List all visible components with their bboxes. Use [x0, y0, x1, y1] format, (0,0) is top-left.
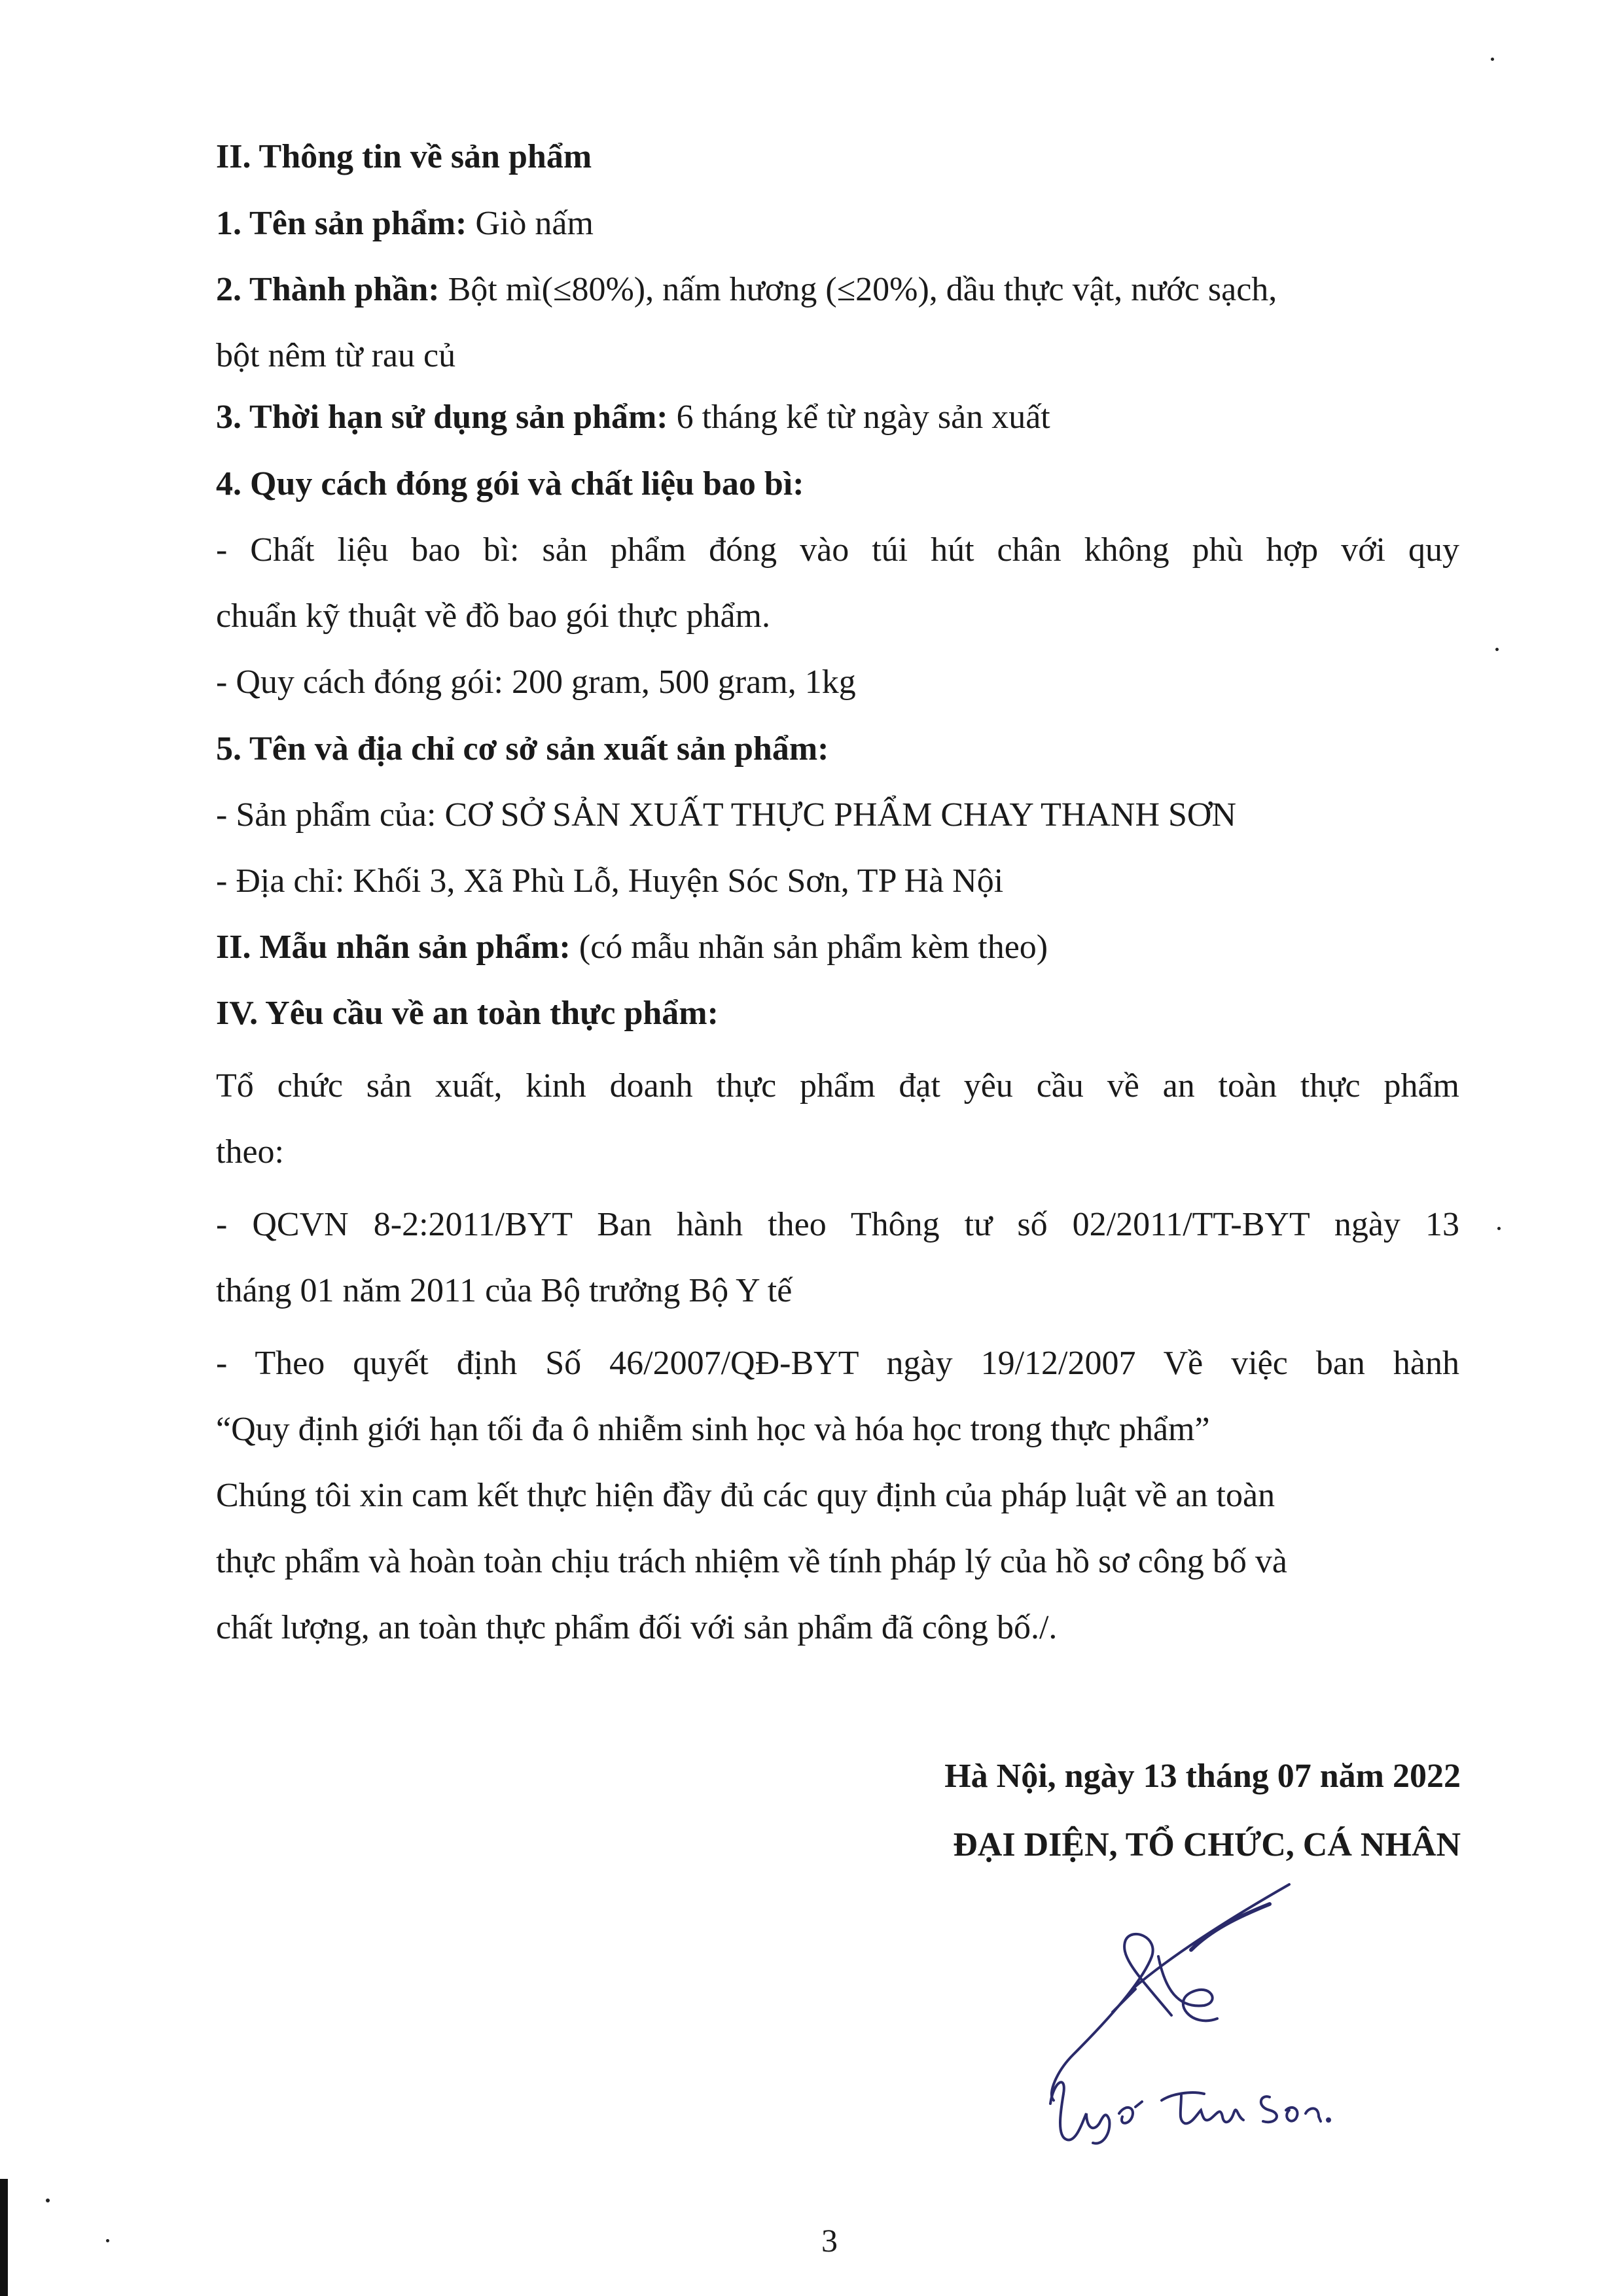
food-safety-intro-line1: Tổ chức sản xuất, kinh doanh thực phẩm đạt yêu cầu về an toàn thực phẩm: [216, 1067, 1459, 1104]
producer-line: - Sản phẩm của: CƠ SỞ SẢN XUẤT THỰC PHẨM CHAY THANH SƠN: [216, 796, 1237, 834]
product-name-label: 1. Tên sản phẩm:: [216, 205, 467, 242]
handwritten-signature: [995, 1878, 1361, 2153]
scan-speck: [1497, 1227, 1501, 1230]
food-safety-heading: IV. Yêu cầu về an toàn thực phẩm:: [216, 995, 719, 1032]
ingredients-line: [216, 267, 1459, 313]
decision-line1: - Theo quyết định Số 46/2007/QĐ-BYT ngày 19/12/2007 Về việc ban hành: [216, 1345, 1459, 1382]
qcvn-line1: - QCVN 8-2:2011/BYT Ban hành theo Thông tư số 02/2011/TT-BYT ngày 13: [216, 1206, 1459, 1243]
packaging-material-line2: chuẩn kỹ thuật về đồ bao gói thực phẩm.: [216, 597, 770, 635]
scan-speck: [106, 2239, 109, 2242]
shelf-life-label: 3. Thời hạn sử dụng sản phẩm:: [216, 398, 668, 436]
commitment-line3: chất lượng, an toàn thực phẩm đối với sản phẩm đã công bố./.: [216, 1609, 1058, 1646]
packaging-heading: 4. Quy cách đóng gói và chất liệu bao bì:: [216, 465, 804, 503]
signature-title: ĐẠI DIỆN, TỔ CHỨC, CÁ NHÂN: [953, 1826, 1461, 1863]
scan-speck: [46, 2199, 50, 2202]
commitment-line2: thực phẩm và hoàn toàn chịu trách nhiệm về tính pháp lý của hồ sơ công bố và: [216, 1543, 1287, 1580]
food-safety-intro-line2: theo:: [216, 1133, 284, 1171]
label-sample-note: (có mẫu nhãn sản phẩm kèm theo): [570, 928, 1048, 966]
decision-line2: “Quy định giới hạn tối đa ô nhiễm sinh học và hóa học trong thực phẩm”: [216, 1411, 1210, 1448]
producer-heading: 5. Tên và địa chỉ cơ sở sản xuất sản phẩm:: [216, 730, 829, 768]
packing-spec-line: - Quy cách đóng gói: 200 gram, 500 gram, 1kg: [216, 663, 856, 701]
qcvn-line2: tháng 01 năm 2011 của Bộ trưởng Bộ Y tế: [216, 1272, 793, 1309]
ingredients-label: 2. Thành phần:: [216, 271, 440, 308]
shelf-life-line: [216, 395, 1459, 440]
scan-speck: [1495, 648, 1499, 651]
signature-date: Hà Nội, ngày 13 tháng 07 năm 2022: [944, 1757, 1461, 1795]
shelf-life-value: 6 tháng kể từ ngày sản xuất: [668, 398, 1050, 436]
scan-speck: [1491, 58, 1494, 61]
scan-edge-shadow: [0, 2179, 8, 2296]
label-sample-line: [216, 925, 1459, 970]
section-heading-product-info: II. Thông tin về sản phẩm: [216, 138, 592, 175]
packaging-material-line1: - Chất liệu bao bì: sản phẩm đóng vào túi hút chân không phù hợp với quy: [216, 531, 1459, 569]
commitment-line1: Chúng tôi xin cam kết thực hiện đầy đủ các quy định của pháp luật về an toàn: [216, 1477, 1275, 1514]
ingredients-value: Bột mì(≤80%), nấm hương (≤20%), dầu thực vật, nước sạch,: [439, 271, 1277, 308]
product-name-value: Giò nấm: [467, 205, 594, 242]
label-sample-heading: II. Mẫu nhãn sản phẩm:: [216, 928, 571, 966]
ingredients-continuation: bột nêm từ rau củ: [216, 337, 456, 374]
address-line: - Địa chỉ: Khối 3, Xã Phù Lỗ, Huyện Sóc Sơn, TP Hà Nội: [216, 862, 1004, 900]
page-number: 3: [821, 2222, 838, 2259]
product-name-line: [216, 201, 1459, 247]
